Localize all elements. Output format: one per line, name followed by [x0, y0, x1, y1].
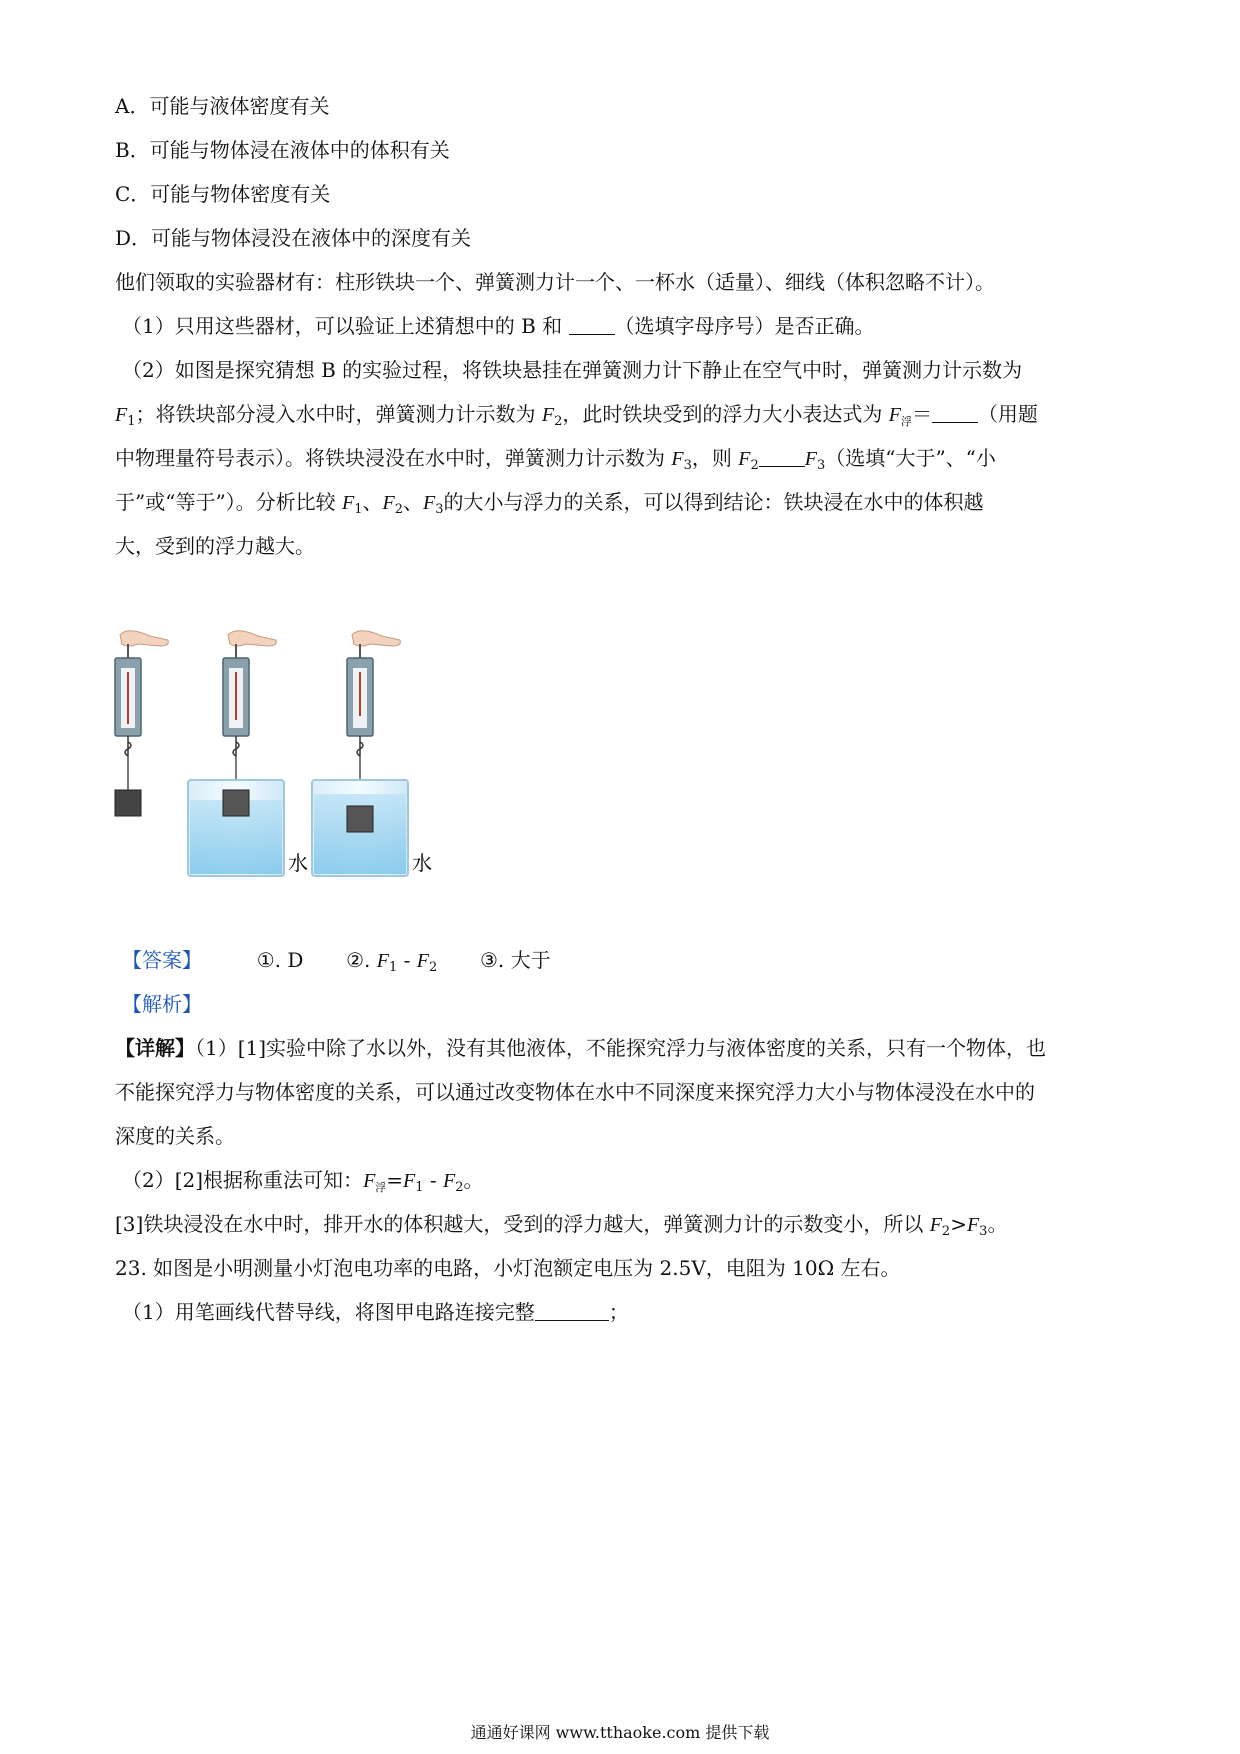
question-23: 23. 如图是小明测量小灯泡电功率的电路，小灯泡额定电压为 2.5V，电阻为 10Ω 左右。 [115, 1256, 901, 1280]
answer-blank [569, 316, 615, 335]
analysis-tag: 【解析】 [122, 992, 202, 1016]
materials-text: 他们领取的实验器材有：柱形铁块一个、弹簧测力计一个、一杯水（适量）、细线（体积忽略不计）。 [115, 270, 995, 294]
water-label-2: 水 [412, 851, 432, 875]
spring-scale-1 [115, 631, 168, 816]
option-b: B．可能与物体浸在液体中的体积有关 [115, 138, 450, 162]
answer-tag: 【答案】 [122, 948, 202, 972]
answer-1: ①. D [256, 948, 304, 972]
detail-p1-line-2: 不能探究浮力与物体密度的关系，可以通过改变物体在水中不同深度来探究浮力大小与物体浸没在水中的 [115, 1080, 1035, 1104]
question-2-line-4: 于”或“等于”）。分析比较 $F_1$、$F_2$、$F_3$的大小与浮力的关系，可以得到结论：铁块浸在水中的体积越 [115, 490, 984, 517]
detail-p1-line-3: 深度的关系。 [115, 1124, 235, 1148]
answer-blank [535, 1302, 609, 1321]
beaker-2 [312, 780, 408, 876]
page-footer: 通通好课网 www.tthaoke.com 提供下载 [470, 1723, 770, 1742]
answer-blank [759, 448, 805, 467]
detail-p3: [3]铁块浸没在水中时，排开水的体积越大，受到的浮力越大，弹簧测力计的示数变小，所以 $F_2>F_3$。 [115, 1212, 1008, 1239]
beaker-1 [188, 780, 284, 876]
answer-2: ②. $F_1 - F_2$ [346, 948, 438, 975]
question-2-line-1: （2）如图是探究猜想 B 的实验过程，将铁块悬挂在弹簧测力计下静止在空气中时，弹簧测力计示数为 [122, 358, 1023, 382]
answer-line [122, 946, 551, 982]
option-a: A．可能与液体密度有关 [115, 94, 330, 118]
water-label-1: 水 [288, 851, 308, 875]
answer-blank [932, 404, 978, 423]
question-2-line-3: 中物理量符号表示）。将铁块浸没在水中时，弹簧测力计示数为 $F_3$，则 $F_2$ $F_3$（选填“大于”、“小 [115, 446, 996, 473]
detail-p2: （2）[2]根据称重法可知：$F_浮=F_1 - F_2$。 [122, 1168, 484, 1195]
question-2-line-2: $F_1$；将铁块部分浸入水中时，弹簧测力计示数为 $F_2$，此时铁块受到的浮力大小表达式为 $F_浮=$ （用题 [115, 402, 1038, 429]
answer-3: ③. 大于 [479, 948, 551, 972]
detail-p1-line-1: 【详解】（1）[1]实验中除了水以外，没有其他液体，不能探究浮力与液体密度的关系，只有一个物体，也 [115, 1036, 1047, 1060]
detail-tag: 【详解】 [115, 1036, 195, 1060]
question-2-line-5: 大，受到的浮力越大。 [115, 534, 315, 558]
experiment-figure [110, 630, 450, 890]
option-d: D．可能与物体浸没在液体中的深度有关 [115, 226, 472, 250]
question-1: （1）只用这些器材，可以验证上述猜想中的 B 和 （选填字母序号）是否正确。 [122, 314, 875, 338]
option-c: C．可能与物体密度有关 [115, 182, 331, 206]
spring-scale-2 [223, 631, 276, 792]
question-23-1: （1）用笔画线代替导线，将图甲电路连接完整 ； [122, 1300, 629, 1324]
